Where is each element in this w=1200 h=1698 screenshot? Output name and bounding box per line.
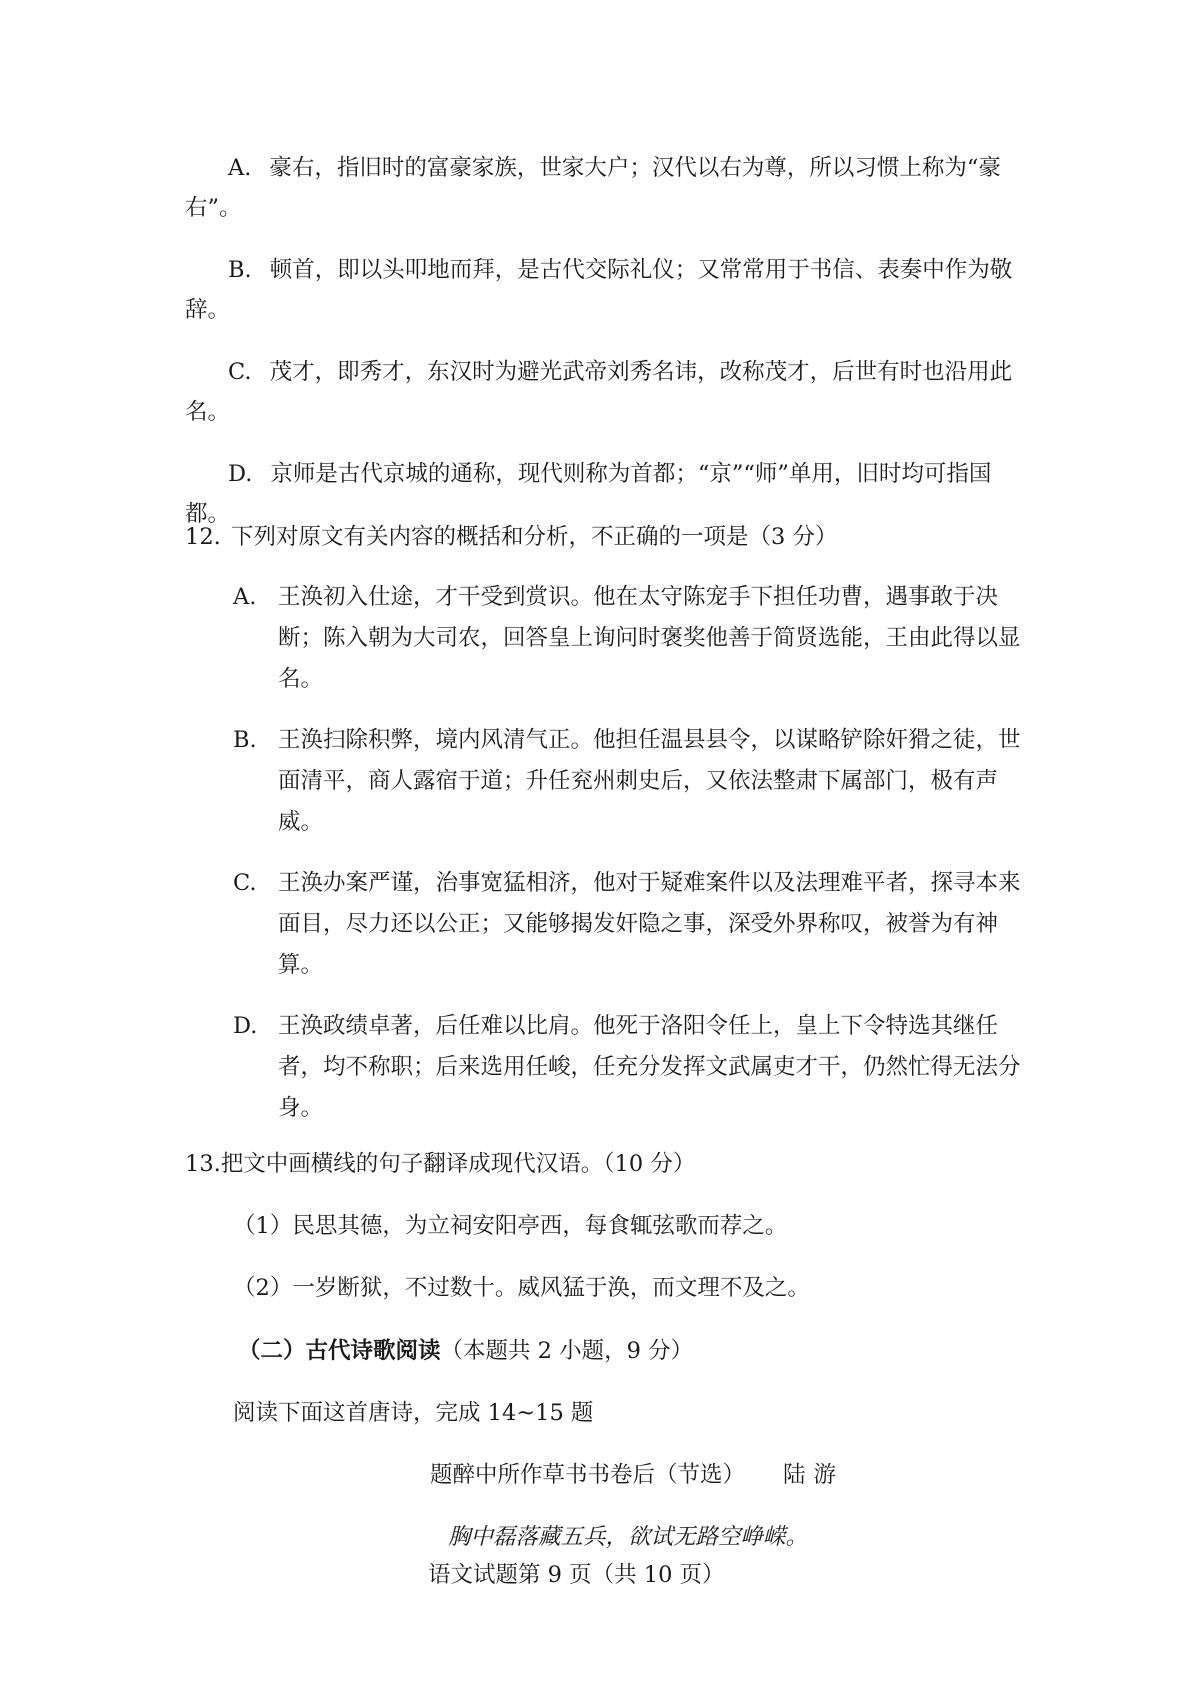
q12-option-d (233, 1006, 1023, 1129)
poem-title: 题醉中所作草书书卷后（节选） (430, 1462, 746, 1488)
q13-item-2: （2）一岁断狱，不过数十。威风猛于涣，而文理不及之。 (233, 1275, 810, 1301)
q12-heading (185, 522, 1025, 552)
q11-option-a (185, 148, 1015, 228)
option-text: 豪右，指旧时的富豪家族，世家大户；汉代以右为尊，所以习惯上称为“豪右”。 (185, 155, 1001, 221)
q12-option-c (233, 863, 1023, 986)
option-text: 王涣办案严谨，治事宽猛相济，他对于疑难案件以及法理难平者，探寻本来面目，尽力还以公正；又能够揭发奸隐之事，深受外界称叹，被誉为有神算。 (278, 870, 1021, 978)
option-label: A. (233, 584, 257, 610)
section-heading (238, 1336, 693, 1366)
page-footer: 语文试题第 9 页（共 10 页） (428, 1562, 725, 1588)
section-title: （二）古代诗歌阅读 (238, 1338, 441, 1364)
q12-option-a (233, 577, 1023, 700)
option-label: A. (228, 155, 252, 181)
option-text: 王涣扫除积弊，境内风清气正。他担任温县县令，以谋略铲除奸猾之徒，世面清平，商人露宿于道；升任兖州刺史后，又依法整肃下属部门，极有声威。 (278, 727, 1021, 835)
q11-option-c (185, 352, 1015, 432)
option-text: 王涣政绩卓著，后任难以比肩。他死于洛阳令任上，皇上下令特选其继任者，均不称职；后来选用任峻，任充分发挥文武属吏才干，仍然忙得无法分身。 (278, 1013, 1021, 1121)
option-label: B. (228, 257, 252, 283)
q12-option-b (233, 720, 1023, 843)
option-label: C. (233, 870, 257, 896)
option-text: 京师是古代京城的通称，现代则称为首都；“京”“师”单用，旧时均可指国都。 (185, 461, 992, 527)
option-label: D. (228, 461, 253, 487)
section-note: （本题共 2 小题，9 分） (440, 1338, 694, 1364)
poem-author: 陆游 (783, 1462, 845, 1488)
option-label: C. (228, 359, 252, 385)
q11-option-b (185, 250, 1015, 330)
q13-prompt: 13.把文中画横线的句子翻译成现代汉语。（10 分） (185, 1151, 696, 1177)
option-label: D. (233, 1013, 258, 1039)
option-text: 顿首，即以头叩地而拜，是古代交际礼仪；又常常用于书信、表奏中作为敬辞。 (185, 257, 1013, 323)
option-label: B. (233, 727, 257, 753)
option-text: 茂才，即秀才，东汉时为避光武帝刘秀名讳，改称茂才，后世有时也沿用此名。 (185, 359, 1013, 425)
q13-item-1: （1）民思其德，为立祠安阳亭西，每食辄弦歌而荐之。 (233, 1213, 788, 1239)
option-text: 王涣初入仕途，才干受到赏识。他在太守陈宠手下担任功曹，遇事敢于决断；陈入朝为大司农，回答皇上询问时褒奖他善于简贤选能，王由此得以显名。 (278, 584, 1021, 692)
question-prompt: 下列对原文有关内容的概括和分析，不正确的一项是（3 分） (231, 524, 838, 550)
poem-heading (430, 1460, 844, 1490)
reading-instruction: 阅读下面这首唐诗，完成 14~15 题 (233, 1400, 594, 1426)
poem-line: 胸中磊落藏五兵，欲试无路空峥嵘。 (448, 1524, 809, 1550)
question-number: 12. (185, 524, 221, 550)
